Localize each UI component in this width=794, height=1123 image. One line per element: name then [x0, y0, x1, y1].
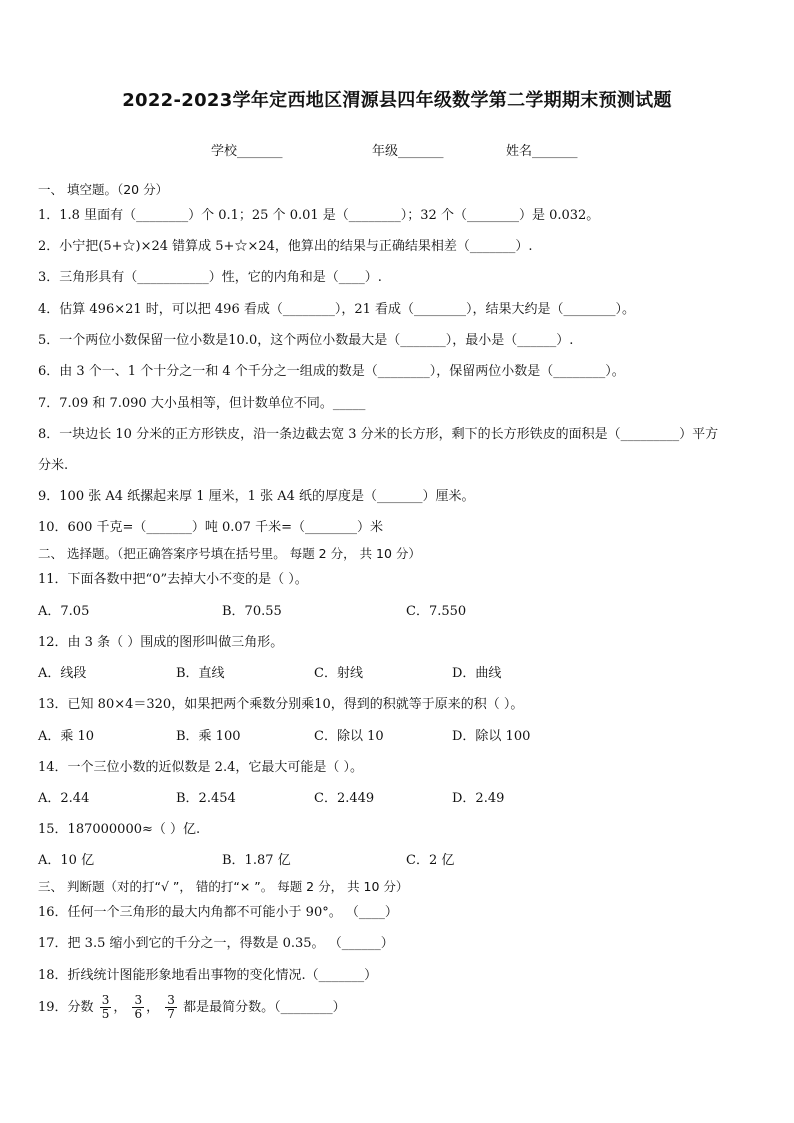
question-16: 16．任何一个三角形的最大内角都不可能小于 90°。 （____） [38, 905, 398, 920]
question-4: 4．估算 496×21 时，可以把 496 看成（________），21 看成（________），结果大约是（________）。 [38, 302, 636, 317]
question-8: 8．一块边长 10 分米的正方形铁皮，沿一条边截去宽 3 分米的长方形，剩下的长方形铁皮的面积是（_________）平方 [38, 427, 719, 442]
question-7: 7．7.09 和 7.090 大小虽相等，但计数单位不同。_____ [38, 396, 366, 411]
fraction-numerator: 3 [101, 993, 110, 1007]
q19-prefix: 19．分数 [38, 1000, 94, 1015]
question-5: 5．一个两位小数保留一位小数是10.0，这个两位小数最大是（_______），最小是（______）. [38, 333, 574, 348]
fraction [165, 994, 177, 1021]
q15-option-b: B．1.87 亿 [222, 853, 291, 868]
q13-option-b: B．乘 100 [176, 729, 241, 744]
question-2: 2．小宁把(5+☆)×24 错算成 5+☆×24，他算出的结果与正确结果相差（_______）. [38, 239, 533, 254]
q14-option-b: B．2.454 [176, 791, 236, 806]
q19-suffix: 都是最简分数。（________） [183, 1000, 346, 1015]
q11-option-c: C．7.550 [406, 604, 467, 619]
q11-option-a: A．7.05 [38, 604, 90, 619]
section-fill-blank: 一、 填空题。（20 分） [38, 182, 169, 197]
question-12: 12．由 3 条（ ）围成的图形叫做三角形。 [38, 635, 284, 650]
question-19 [38, 994, 346, 1021]
fraction [100, 994, 112, 1021]
section-multiple-choice: 二、 选择题。（把正确答案序号填在括号里。 每题 2 分， 共 10 分） [38, 546, 421, 561]
q15-option-c: C．2 亿 [406, 853, 455, 868]
question-3: 3．三角形具有（___________）性，它的内角和是（____）. [38, 270, 382, 285]
section-true-false: 三、 判断题（对的打“√ ”， 错的打“× ”。 每题 2 分， 共 10 分） [38, 879, 409, 894]
question-11: 11．下面各数中把“0”去掉大小不变的是（ ）。 [38, 572, 308, 587]
q14-option-d: D．2.49 [452, 791, 505, 806]
fraction-denominator: 5 [101, 1007, 110, 1021]
question-10: 10．600 千克=（_______）吨 0.07 千米=（________）米 [38, 520, 383, 535]
page-title: 2022-2023学年定西地区渭源县四年级数学第二学期期末预测试题 [122, 90, 672, 111]
question-15: 15．187000000≈（ ）亿. [38, 822, 201, 837]
fraction [132, 994, 144, 1021]
q11-option-b: B．70.55 [222, 604, 282, 619]
fraction-denominator: 6 [134, 1007, 143, 1021]
q15-option-a: A．10 亿 [38, 853, 95, 868]
question-18: 18．折线统计图能形象地看出事物的变化情况.（_______） [38, 968, 378, 983]
question-14: 14．一个三位小数的近似数是 2.4，它最大可能是（ ）。 [38, 760, 363, 775]
q19-separator: ， [113, 1000, 127, 1015]
q12-option-a: A．线段 [38, 666, 87, 681]
question-17: 17．把 3.5 缩小到它的千分之一，得数是 0.35。 （______） [38, 936, 394, 951]
school-field: 学校_______ [211, 144, 283, 159]
question-8-continuation: 分米. [38, 458, 69, 473]
fraction-numerator: 3 [167, 993, 175, 1007]
q12-option-b: B．直线 [176, 666, 225, 681]
q13-option-d: D．除以 100 [452, 729, 531, 744]
q12-option-c: C．射线 [314, 666, 363, 681]
q19-separator: ， [146, 1000, 160, 1015]
name-field: 姓名_______ [506, 144, 578, 159]
grade-field: 年级_______ [372, 144, 444, 159]
q13-option-c: C．除以 10 [314, 729, 384, 744]
q12-option-d: D．曲线 [452, 666, 502, 681]
question-9: 9．100 张 A4 纸摞起来厚 1 厘米，1 张 A4 纸的厚度是（_______）厘米。 [38, 489, 475, 504]
fraction-numerator: 3 [134, 993, 143, 1007]
question-13: 13．已知 80×4＝320，如果把两个乘数分别乘10，得到的积就等于原来的积（ ）。 [38, 697, 524, 712]
question-6: 6．由 3 个一、1 个十分之一和 4 个千分之一组成的数是（________），保留两位小数是（________）。 [38, 364, 625, 379]
fraction-denominator: 7 [167, 1007, 175, 1021]
question-1: 1．1.8 里面有（________）个 0.1；25 个 0.01 是（________）；32 个（________）是 0.032。 [38, 208, 600, 223]
q13-option-a: A．乘 10 [38, 729, 95, 744]
q14-option-a: A．2.44 [38, 791, 90, 806]
q14-option-c: C．2.449 [314, 791, 375, 806]
